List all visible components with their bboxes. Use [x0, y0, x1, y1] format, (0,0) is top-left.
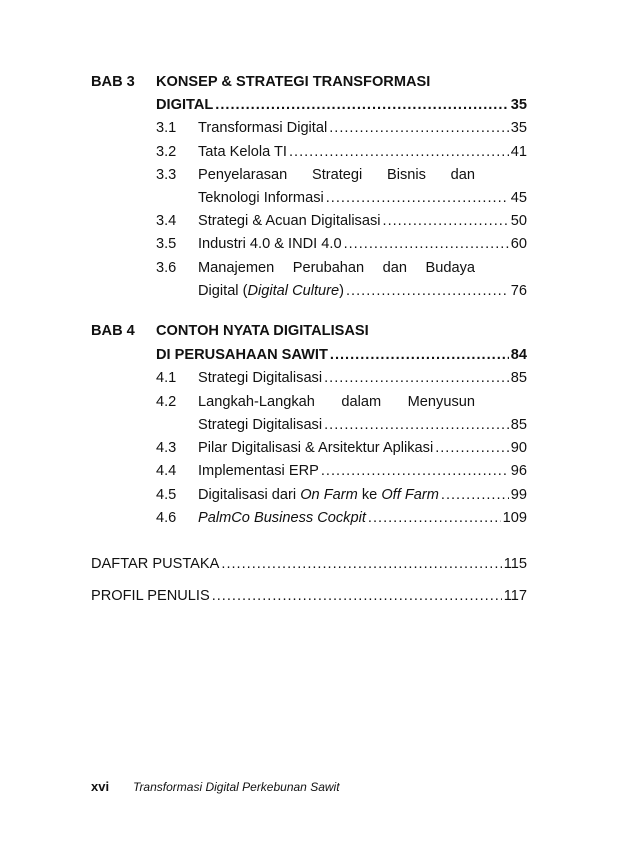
dot-leader — [321, 461, 509, 481]
dot-leader — [221, 554, 501, 574]
section-entry-4-3[interactable] — [198, 438, 527, 458]
section-number: 3.1 — [156, 120, 177, 136]
chapter-4-entry[interactable] — [156, 345, 527, 365]
section-number: 3.2 — [156, 144, 177, 160]
dot-leader — [212, 586, 502, 606]
dot-leader — [215, 95, 508, 115]
section-page: 41 — [510, 144, 527, 160]
section-page: 109 — [502, 510, 527, 526]
entry-page: 117 — [503, 588, 527, 604]
section-title-line1-3-3[interactable] — [198, 165, 475, 185]
title-text: ) — [339, 283, 344, 299]
section-entry-3-5[interactable] — [198, 234, 527, 254]
dot-leader — [441, 485, 509, 505]
chapter-3-page: 35 — [510, 97, 527, 113]
chapter-3-title-line2: DIGITAL — [156, 97, 214, 113]
title-word: Menyusun — [407, 394, 475, 410]
section-title-line1-4-2[interactable] — [198, 392, 475, 412]
section-entry-4-1[interactable] — [198, 368, 527, 388]
section-entry-4-2[interactable] — [198, 415, 527, 435]
section-number: 4.5 — [156, 487, 177, 503]
dot-leader — [324, 368, 509, 388]
section-title-line2: Teknologi Informasi — [198, 190, 324, 206]
section-page: 45 — [510, 190, 527, 206]
title-word: Strategi — [311, 167, 363, 183]
footer-book-title: Transformasi Digital Perkebunan Sawit — [133, 780, 340, 794]
dot-leader — [326, 188, 509, 208]
section-number: 3.4 — [156, 213, 177, 229]
chapter-3-title-line1: KONSEP & STRATEGI TRANSFORMASI — [156, 74, 431, 90]
section-page: 50 — [510, 213, 527, 229]
section-entry-3-3[interactable] — [198, 188, 527, 208]
title-word: Budaya — [425, 260, 475, 276]
title-italic-text: Off Farm — [381, 487, 439, 503]
section-title: Pilar Digitalisasi & Arsitektur Aplikasi — [198, 440, 434, 456]
title-italic-text: Digital Culture — [247, 283, 340, 299]
title-word: dan — [382, 260, 408, 276]
chapter-4-label: BAB 4 — [91, 323, 135, 339]
section-title: Tata Kelola TI — [198, 144, 287, 160]
section-page: 85 — [510, 417, 527, 433]
section-number: 4.4 — [156, 463, 177, 479]
title-word: dalam — [341, 394, 382, 410]
section-page: 35 — [510, 120, 527, 136]
section-title: Strategi & Acuan Digitalisasi — [198, 213, 381, 229]
section-number: 4.6 — [156, 510, 177, 526]
entry-title: DAFTAR PUSTAKA — [91, 556, 220, 572]
section-entry-3-6[interactable] — [198, 281, 527, 301]
section-page: 76 — [510, 283, 527, 299]
section-number: 3.3 — [156, 167, 177, 183]
section-title: PalmCo Business Cockpit — [198, 510, 366, 526]
dot-leader — [289, 142, 509, 162]
bibliography-entry[interactable] — [91, 554, 527, 574]
dot-leader — [330, 345, 509, 365]
section-title — [198, 485, 439, 505]
section-entry-3-4[interactable] — [198, 211, 527, 231]
author-profile-entry[interactable] — [91, 586, 527, 606]
section-entry-3-1[interactable] — [198, 118, 527, 138]
section-entry-4-5[interactable] — [198, 485, 527, 505]
section-entry-3-2[interactable] — [198, 142, 527, 162]
title-word: Penyelarasan — [198, 167, 288, 183]
section-entry-4-6[interactable] — [198, 508, 527, 528]
dot-leader — [324, 415, 509, 435]
dot-leader — [329, 118, 509, 138]
dot-leader — [344, 234, 509, 254]
chapter-3-entry[interactable] — [156, 95, 527, 115]
section-title: Implementasi ERP — [198, 463, 319, 479]
section-page: 99 — [510, 487, 527, 503]
title-word: Perubahan — [292, 260, 365, 276]
dot-leader — [383, 211, 509, 231]
entry-title: PROFIL PENULIS — [91, 588, 210, 604]
title-word: dan — [450, 167, 475, 183]
section-title-line2: Strategi Digitalisasi — [198, 417, 323, 433]
section-title: Industri 4.0 & INDI 4.0 — [198, 236, 342, 252]
section-number: 4.3 — [156, 440, 177, 456]
chapter-4-title-line2: DI PERUSAHAAN SAWIT — [156, 347, 328, 363]
section-page: 85 — [510, 370, 527, 386]
footer-page-number: xvi — [91, 779, 110, 794]
section-title-line1-3-6[interactable] — [198, 258, 475, 278]
section-page: 60 — [510, 236, 527, 252]
section-page: 90 — [510, 440, 527, 456]
title-word: Bisnis — [386, 167, 426, 183]
section-number: 3.5 — [156, 236, 177, 252]
section-page: 96 — [510, 463, 527, 479]
title-text: Digitalisasi dari — [198, 487, 301, 503]
entry-page: 115 — [503, 556, 527, 572]
chapter-3-label: BAB 3 — [91, 74, 135, 90]
title-text: Digital ( — [198, 283, 248, 299]
section-title: Strategi Digitalisasi — [198, 370, 323, 386]
section-number: 4.2 — [156, 394, 177, 410]
title-italic-text: On Farm — [300, 487, 358, 503]
section-number: 3.6 — [156, 260, 177, 276]
chapter-4-title-line1: CONTOH NYATA DIGITALISASI — [156, 323, 369, 339]
dot-leader — [435, 438, 509, 458]
chapter-4-page: 84 — [510, 347, 527, 363]
title-text: ke — [357, 487, 382, 503]
dot-leader — [368, 508, 501, 528]
section-entry-4-4[interactable] — [198, 461, 527, 481]
section-title: Transformasi Digital — [198, 120, 328, 136]
section-number: 4.1 — [156, 370, 177, 386]
dot-leader — [346, 281, 509, 301]
section-title-line2 — [198, 281, 344, 301]
title-word: Langkah-Langkah — [198, 394, 315, 410]
title-word: Manajemen — [198, 260, 275, 276]
